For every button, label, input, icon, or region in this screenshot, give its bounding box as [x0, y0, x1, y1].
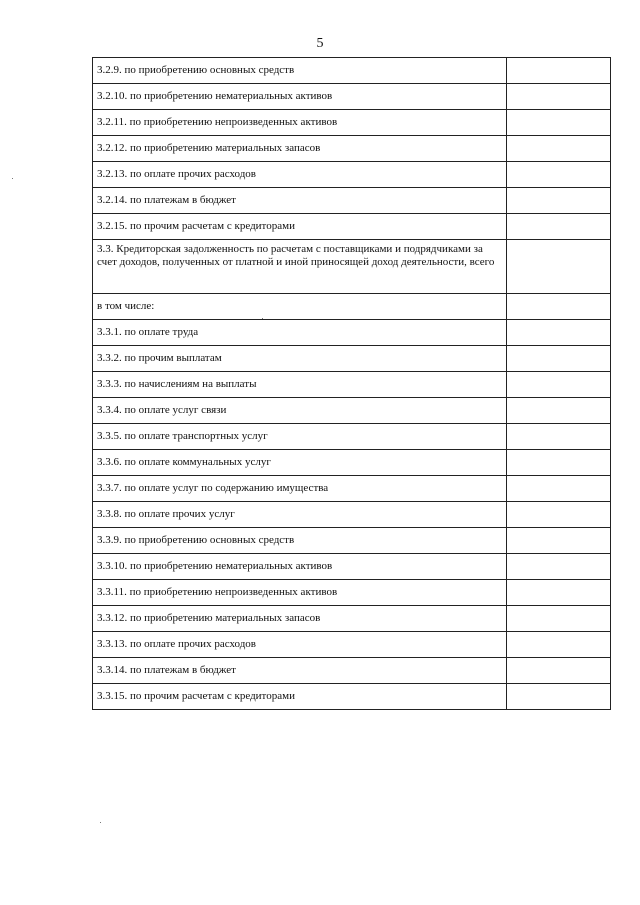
row-value-cell[interactable]: [507, 424, 611, 450]
table-row: [93, 188, 611, 214]
row-label: 3.3.10. по приобретению нематериальных активов: [93, 554, 507, 580]
table-row: [93, 372, 611, 398]
row-value-cell[interactable]: [507, 658, 611, 684]
row-value-cell[interactable]: [507, 502, 611, 528]
row-label: 3.3.5. по оплате транспортных услуг: [93, 424, 507, 450]
row-value-cell[interactable]: [507, 476, 611, 502]
row-label: 3.3.14. по платежам в бюджет: [93, 658, 507, 684]
row-value-cell[interactable]: [507, 162, 611, 188]
row-label: 3.2.15. по прочим расчетам с кредиторами: [93, 214, 507, 240]
table-row: [93, 580, 611, 606]
row-value-cell[interactable]: [507, 528, 611, 554]
row-value-cell[interactable]: [507, 450, 611, 476]
row-value-cell[interactable]: [507, 214, 611, 240]
table-row: [93, 606, 611, 632]
table-row: [93, 632, 611, 658]
row-label: 3.3.4. по оплате услуг связи: [93, 398, 507, 424]
scan-speck: [12, 178, 13, 179]
table-row: [93, 240, 611, 294]
table-row: [93, 502, 611, 528]
table-row: [93, 554, 611, 580]
row-label: 3.2.11. по приобретению непроизведенных активов: [93, 110, 507, 136]
table-row: [93, 528, 611, 554]
table-row: [93, 450, 611, 476]
row-label: 3.2.12. по приобретению материальных запасов: [93, 136, 507, 162]
row-label: в том числе:: [93, 294, 507, 320]
page-number: 5: [316, 36, 324, 51]
row-label: 3.2.13. по оплате прочих расходов: [93, 162, 507, 188]
row-label: 3.3.12. по приобретению материальных запасов: [93, 606, 507, 632]
table-row: [93, 424, 611, 450]
row-value-cell[interactable]: [507, 188, 611, 214]
row-label: 3.3.8. по оплате прочих услуг: [93, 502, 507, 528]
row-value-cell[interactable]: [507, 346, 611, 372]
row-label: 3.3.13. по оплате прочих расходов: [93, 632, 507, 658]
table-row: [93, 294, 611, 320]
row-value-cell[interactable]: [507, 58, 611, 84]
row-value-cell[interactable]: [507, 580, 611, 606]
row-value-cell[interactable]: [507, 684, 611, 710]
row-label: 3.3. Кредиторская задолженность по расчетам с поставщиками и подрядчиками за счет доходов, полученных от платной и иной приносящей доход деятельности, всего: [93, 240, 507, 294]
scan-speck: [100, 822, 101, 823]
table-row: [93, 320, 611, 346]
table-row: [93, 110, 611, 136]
table-row: [93, 684, 611, 710]
table-row: [93, 398, 611, 424]
table-row: [93, 476, 611, 502]
row-label: 3.2.14. по платежам в бюджет: [93, 188, 507, 214]
row-value-cell[interactable]: [507, 136, 611, 162]
row-label: 3.3.7. по оплате услуг по содержанию имущества: [93, 476, 507, 502]
table-row: [93, 58, 611, 84]
row-value-cell[interactable]: [507, 294, 611, 320]
table-row: [93, 136, 611, 162]
table-row: [93, 346, 611, 372]
row-value-cell[interactable]: [507, 632, 611, 658]
row-value-cell[interactable]: [507, 398, 611, 424]
row-value-cell[interactable]: [507, 240, 611, 294]
row-label: 3.3.6. по оплате коммунальных услуг: [93, 450, 507, 476]
row-value-cell[interactable]: [507, 84, 611, 110]
table-row: [93, 214, 611, 240]
row-label: 3.3.9. по приобретению основных средств: [93, 528, 507, 554]
table-row: [93, 658, 611, 684]
row-label: 3.3.2. по прочим выплатам: [93, 346, 507, 372]
row-value-cell[interactable]: [507, 372, 611, 398]
row-label: 3.2.10. по приобретению нематериальных активов: [93, 84, 507, 110]
row-label: 3.3.11. по приобретению непроизведенных активов: [93, 580, 507, 606]
row-label: 3.2.9. по приобретению основных средств: [93, 58, 507, 84]
table-row: [93, 162, 611, 188]
row-label: 3.3.1. по оплате труда: [93, 320, 507, 346]
scan-speck: [262, 318, 263, 319]
table-row: [93, 84, 611, 110]
row-value-cell[interactable]: [507, 320, 611, 346]
report-table: [92, 57, 611, 710]
row-label: 3.3.15. по прочим расчетам с кредиторами: [93, 684, 507, 710]
row-label: 3.3.3. по начислениям на выплаты: [93, 372, 507, 398]
row-value-cell[interactable]: [507, 110, 611, 136]
row-value-cell[interactable]: [507, 554, 611, 580]
row-value-cell[interactable]: [507, 606, 611, 632]
